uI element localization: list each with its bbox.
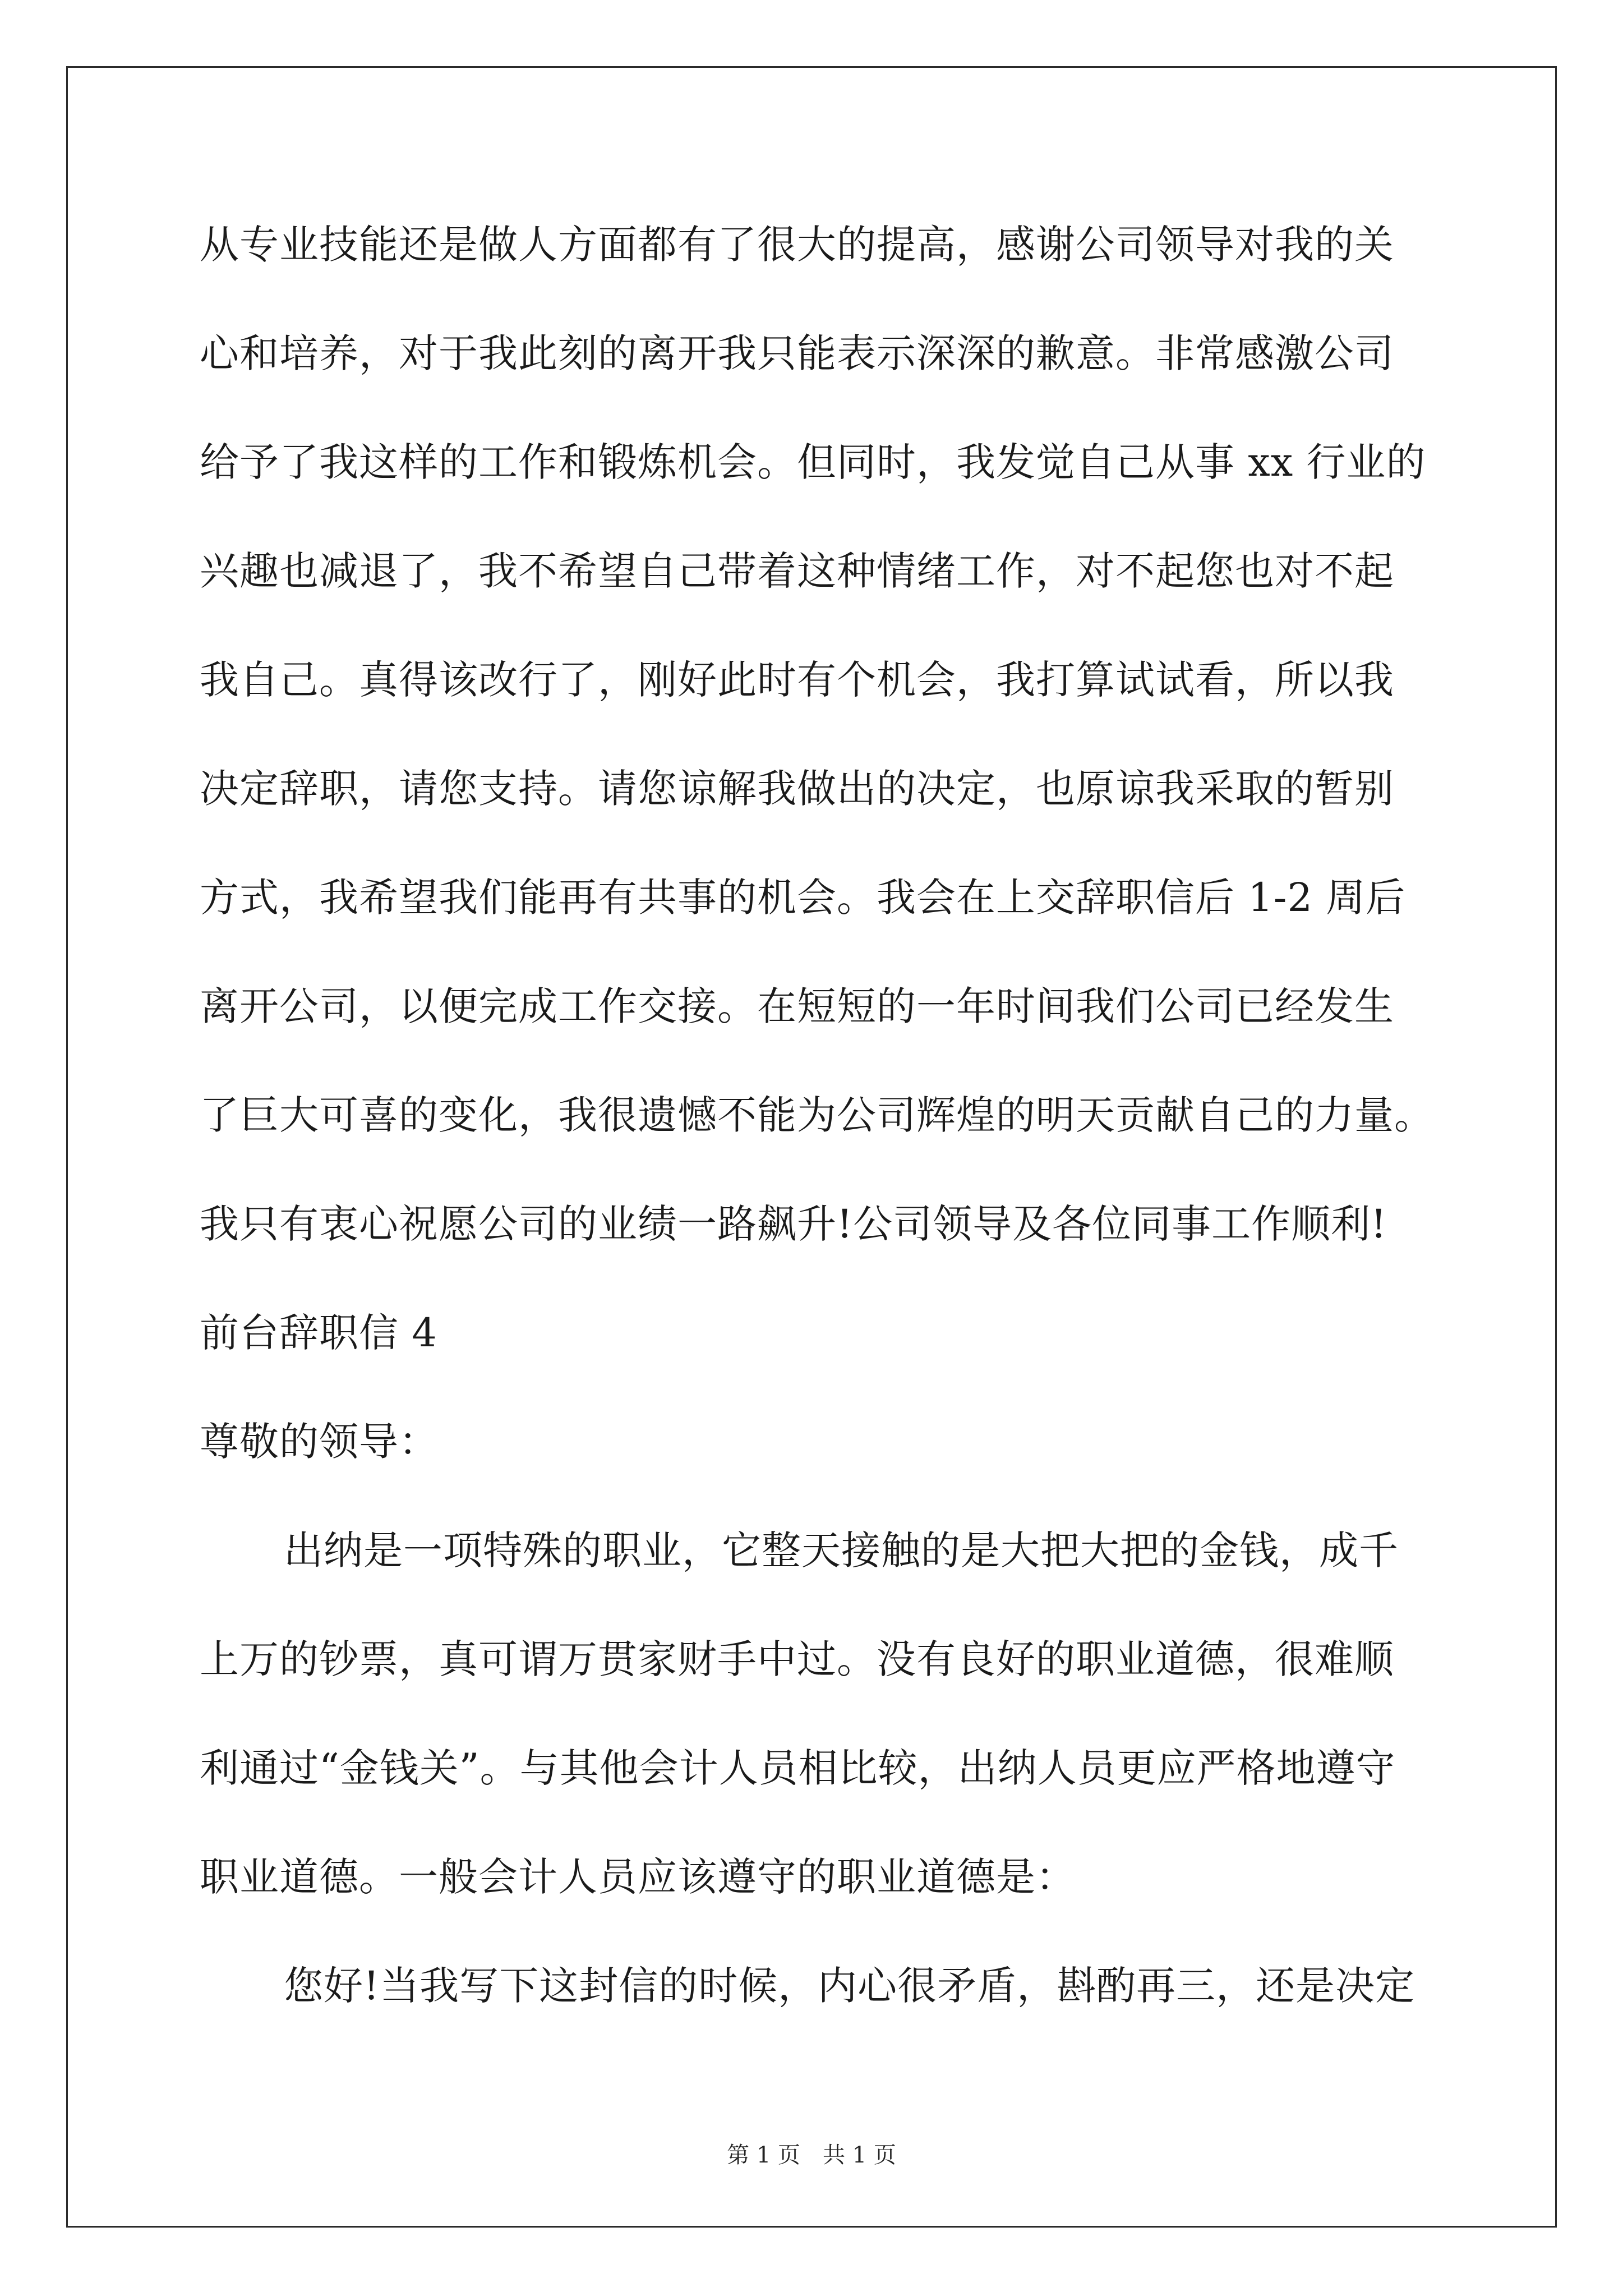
paragraph-first-line: 出纳是一项特殊的职业，它整天接触的是大把大把的金钱，成千 — [284, 1527, 1399, 1573]
text-line: 兴趣也减退了，我不希望自己带着这种情绪工作，对不起您也对不起 — [200, 548, 1394, 594]
page-number-total: 共 1 页 — [823, 2142, 896, 2168]
page-footer — [0, 2142, 1623, 2169]
text-line: 利通过“金钱关”。与其他会计人员相比较，出纳人员更应严格地遵守 — [200, 1745, 1396, 1791]
text-line: 我只有衷心祝愿公司的业绩一路飙升!公司领导及各位同事工作顺利! — [200, 1201, 1387, 1247]
page-border — [66, 66, 1557, 2228]
salutation: 尊敬的领导： — [200, 1419, 439, 1465]
section-heading: 前台辞职信 4 — [200, 1310, 437, 1356]
text-line: 给予了我这样的工作和锻炼机会。但同时，我发觉自己从事 xx 行业的 — [200, 439, 1426, 485]
text-line: 职业道德。一般会计人员应该遵守的职业道德是： — [200, 1854, 1076, 1900]
text-line: 决定辞职，请您支持。请您谅解我做出的决定，也原谅我采取的暂别 — [200, 766, 1394, 812]
text-line: 上万的钞票，真可谓万贯家财手中过。没有良好的职业道德，很难顺 — [200, 1636, 1394, 1682]
text-line: 方式，我希望我们能再有共事的机会。我会在上交辞职信后 1-2 周后 — [200, 875, 1406, 921]
text-line: 离开公司，以便完成工作交接。在短短的一年时间我们公司已经发生 — [200, 983, 1394, 1029]
text-line: 了巨大可喜的变化，我很遗憾不能为公司辉煌的明天贡献自己的力量。 — [200, 1092, 1434, 1138]
paragraph-first-line: 您好!当我写下这封信的时候，内心很矛盾，斟酌再三，还是决定 — [284, 1963, 1415, 2009]
text-line: 心和培养，对于我此刻的离开我只能表示深深的歉意。非常感激公司 — [200, 330, 1394, 376]
text-line: 我自己。真得该改行了，刚好此时有个机会，我打算试试看，所以我 — [200, 657, 1394, 703]
text-line: 从专业技能还是做人方面都有了很大的提高，感谢公司领导对我的关 — [200, 222, 1394, 268]
page-number-current: 第 1 页 — [727, 2142, 800, 2168]
